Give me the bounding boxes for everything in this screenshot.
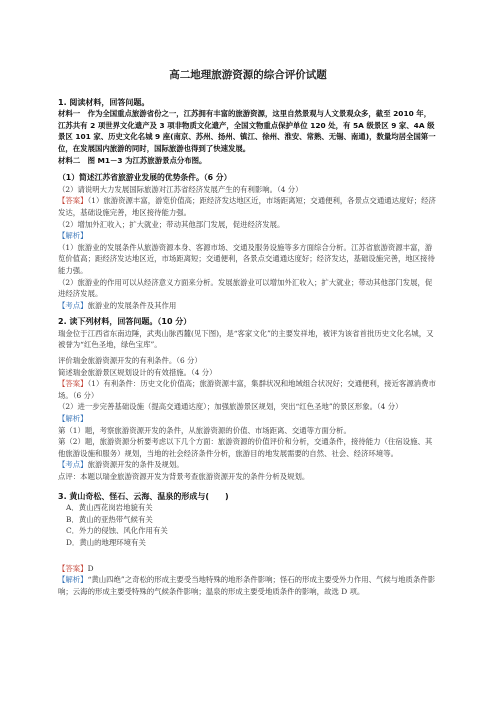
question-2-subquestion-2: 简述瑞金旅游景区规划设计的有效措施。（4 分）	[58, 367, 217, 377]
point-tag: 【考点】	[58, 460, 88, 470]
answer-line: （1）有利条件：历史文化价值高；旅游资源丰富，集群状况和地域组合状况好；交通便利，接近客源消费市场。（6 分）	[58, 379, 436, 400]
analysis-line: （2）旅游业的作用可以从经济意义方面来分析。发展旅游业可以增加外汇收入；扩大就业；带动其他部门发展，促进经济发展。	[58, 277, 433, 299]
question-2-point	[58, 459, 438, 471]
question-3	[58, 491, 438, 598]
analysis-line: （1）旅游业的发展条件从旅游资源本身、客源市场、交通及服务设施等多方面综合分析。江苏省旅游资源丰富，游览价值高；距经济发达地区近，市场距离短；交通便利，各景点交通通达度好；经济发达，基础设施完善，地区接待能力强。	[58, 242, 435, 275]
answer-line: （2）增加外汇收入；扩大就业；带动其他部门发展，促进经济发展。	[58, 219, 285, 229]
analysis-line: 第（1）题，考察旅游资源开发的条件，从旅游资源的价值、市场距离、交通等方面分析。	[58, 425, 351, 435]
question-1-subquestion-2: （2）请说明大力发展国际旅游对江苏省经济发展产生的有利影响。（4 分）	[58, 184, 303, 194]
point-text: 旅游资源开发的条件及规划。	[87, 460, 184, 470]
option-d: D．黄山的地理环境有关	[66, 537, 146, 547]
point-text: 旅游业的发展条件及其作用	[87, 300, 177, 310]
question-3-answer	[58, 563, 438, 575]
option-c: C．外力的侵蚀、风化作用有关	[66, 526, 168, 536]
question-1-material-2: 材料二 图 M1－3 为江苏旅游景点分布图。	[58, 155, 207, 165]
question-2	[58, 316, 438, 482]
option-a: A．黄山西花岗岩地貌有关	[66, 503, 153, 513]
answer-tag: 【答案】	[58, 379, 88, 389]
analysis-text: “黄山四绝”之奇松的形成主要受当地特殊的地形条件影响；怪石的形成主要受外力作用、气候与地质条件影响；云海的形成主要受特殊的气候条件影响；温泉的形成主要受地质条件的影响，故选 D 项。	[58, 575, 436, 596]
answer-tag: 【答案】	[58, 196, 88, 206]
answer-line: （1）旅游资源丰富，游览价值高；距经济发达地区近，市场距离短；交通便利，各景点交通通达度好；经济发达，基础设施完善，地区接待能力强。	[58, 196, 436, 217]
question-1-point	[58, 300, 438, 312]
document-title: 高二地理旅游资源的综合评价试题	[169, 69, 327, 81]
question-2-answer	[58, 378, 438, 401]
analysis-tag: 【解析】	[58, 231, 88, 241]
answer-tag: 【答案】	[58, 563, 88, 573]
question-1-heading: 1. 阅读材料，回答问题。	[58, 97, 150, 107]
analysis-tag: 【解析】	[58, 414, 88, 424]
question-2-intro: 瑞金位于江西省东南边陲，武夷山脉西麓(见下图)，是“客家文化”的主要发祥地，被评为该省首批历史文化名城，又被誉为“红色圣地，绿色宝库”。	[58, 328, 434, 350]
analysis-tag: 【解析】	[58, 575, 88, 585]
question-3-analysis	[58, 574, 438, 597]
question-1-subquestion-1: （1）简述江苏省旅游业发展的优势条件。（6 分）	[58, 173, 232, 183]
question-2-review: 点评：本题以瑞金旅游资源开发为背景考查旅游资源开发的条件分析及规划。	[58, 472, 310, 481]
point-tag: 【考点】	[58, 300, 88, 310]
question-3-heading: 3. 黄山奇松、怪石、云海、温泉的形成与( )	[58, 491, 229, 501]
option-b: B．黄山的亚热带气候有关	[66, 514, 153, 524]
question-1	[58, 97, 438, 312]
question-1-material-1: 材料一 作为全国重点旅游省份之一，江苏拥有丰富的旅游资源，这里自然景观与人文景观众多，截至 2010 年，江苏共有 2 项世界文化遗产及 3 项非物质文化遗产，全国文物重点保护单位 120 处，有 5A 级景区 9 家、4A 级景区 101 家、历史文化名城 9 座(南京、苏州、扬州、镇江、徐州、淮安、常熟、无锡、南通)，数量均居全国第一位，在发展国内旅游的同时，国际旅游也得到了快速发展。	[58, 109, 436, 153]
analysis-line: 第（2）题，旅游资源分析要考虑以下几个方面：旅游资源的价值评价和分析，交通条件，接待能力（住宿设施、其他旅游设施和服务）规划，当地的社会经济条件分析，旅游目的地发展需要的自然、社会、经济环境等。	[58, 437, 433, 458]
question-2-subquestion-1: 评价瑞金旅游资源开发的有利条件。（6 分）	[58, 356, 202, 366]
answer-line: （2）进一步完善基础设施（提高交通通达度）；加强旅游景区规划，突出“红色圣地”的景区形象。（4 分）	[58, 402, 403, 412]
question-2-heading: 2. 读下列材料，回答问题。（10 分）	[58, 317, 192, 327]
answer-text: D	[87, 563, 94, 573]
question-1-answer	[58, 195, 438, 218]
